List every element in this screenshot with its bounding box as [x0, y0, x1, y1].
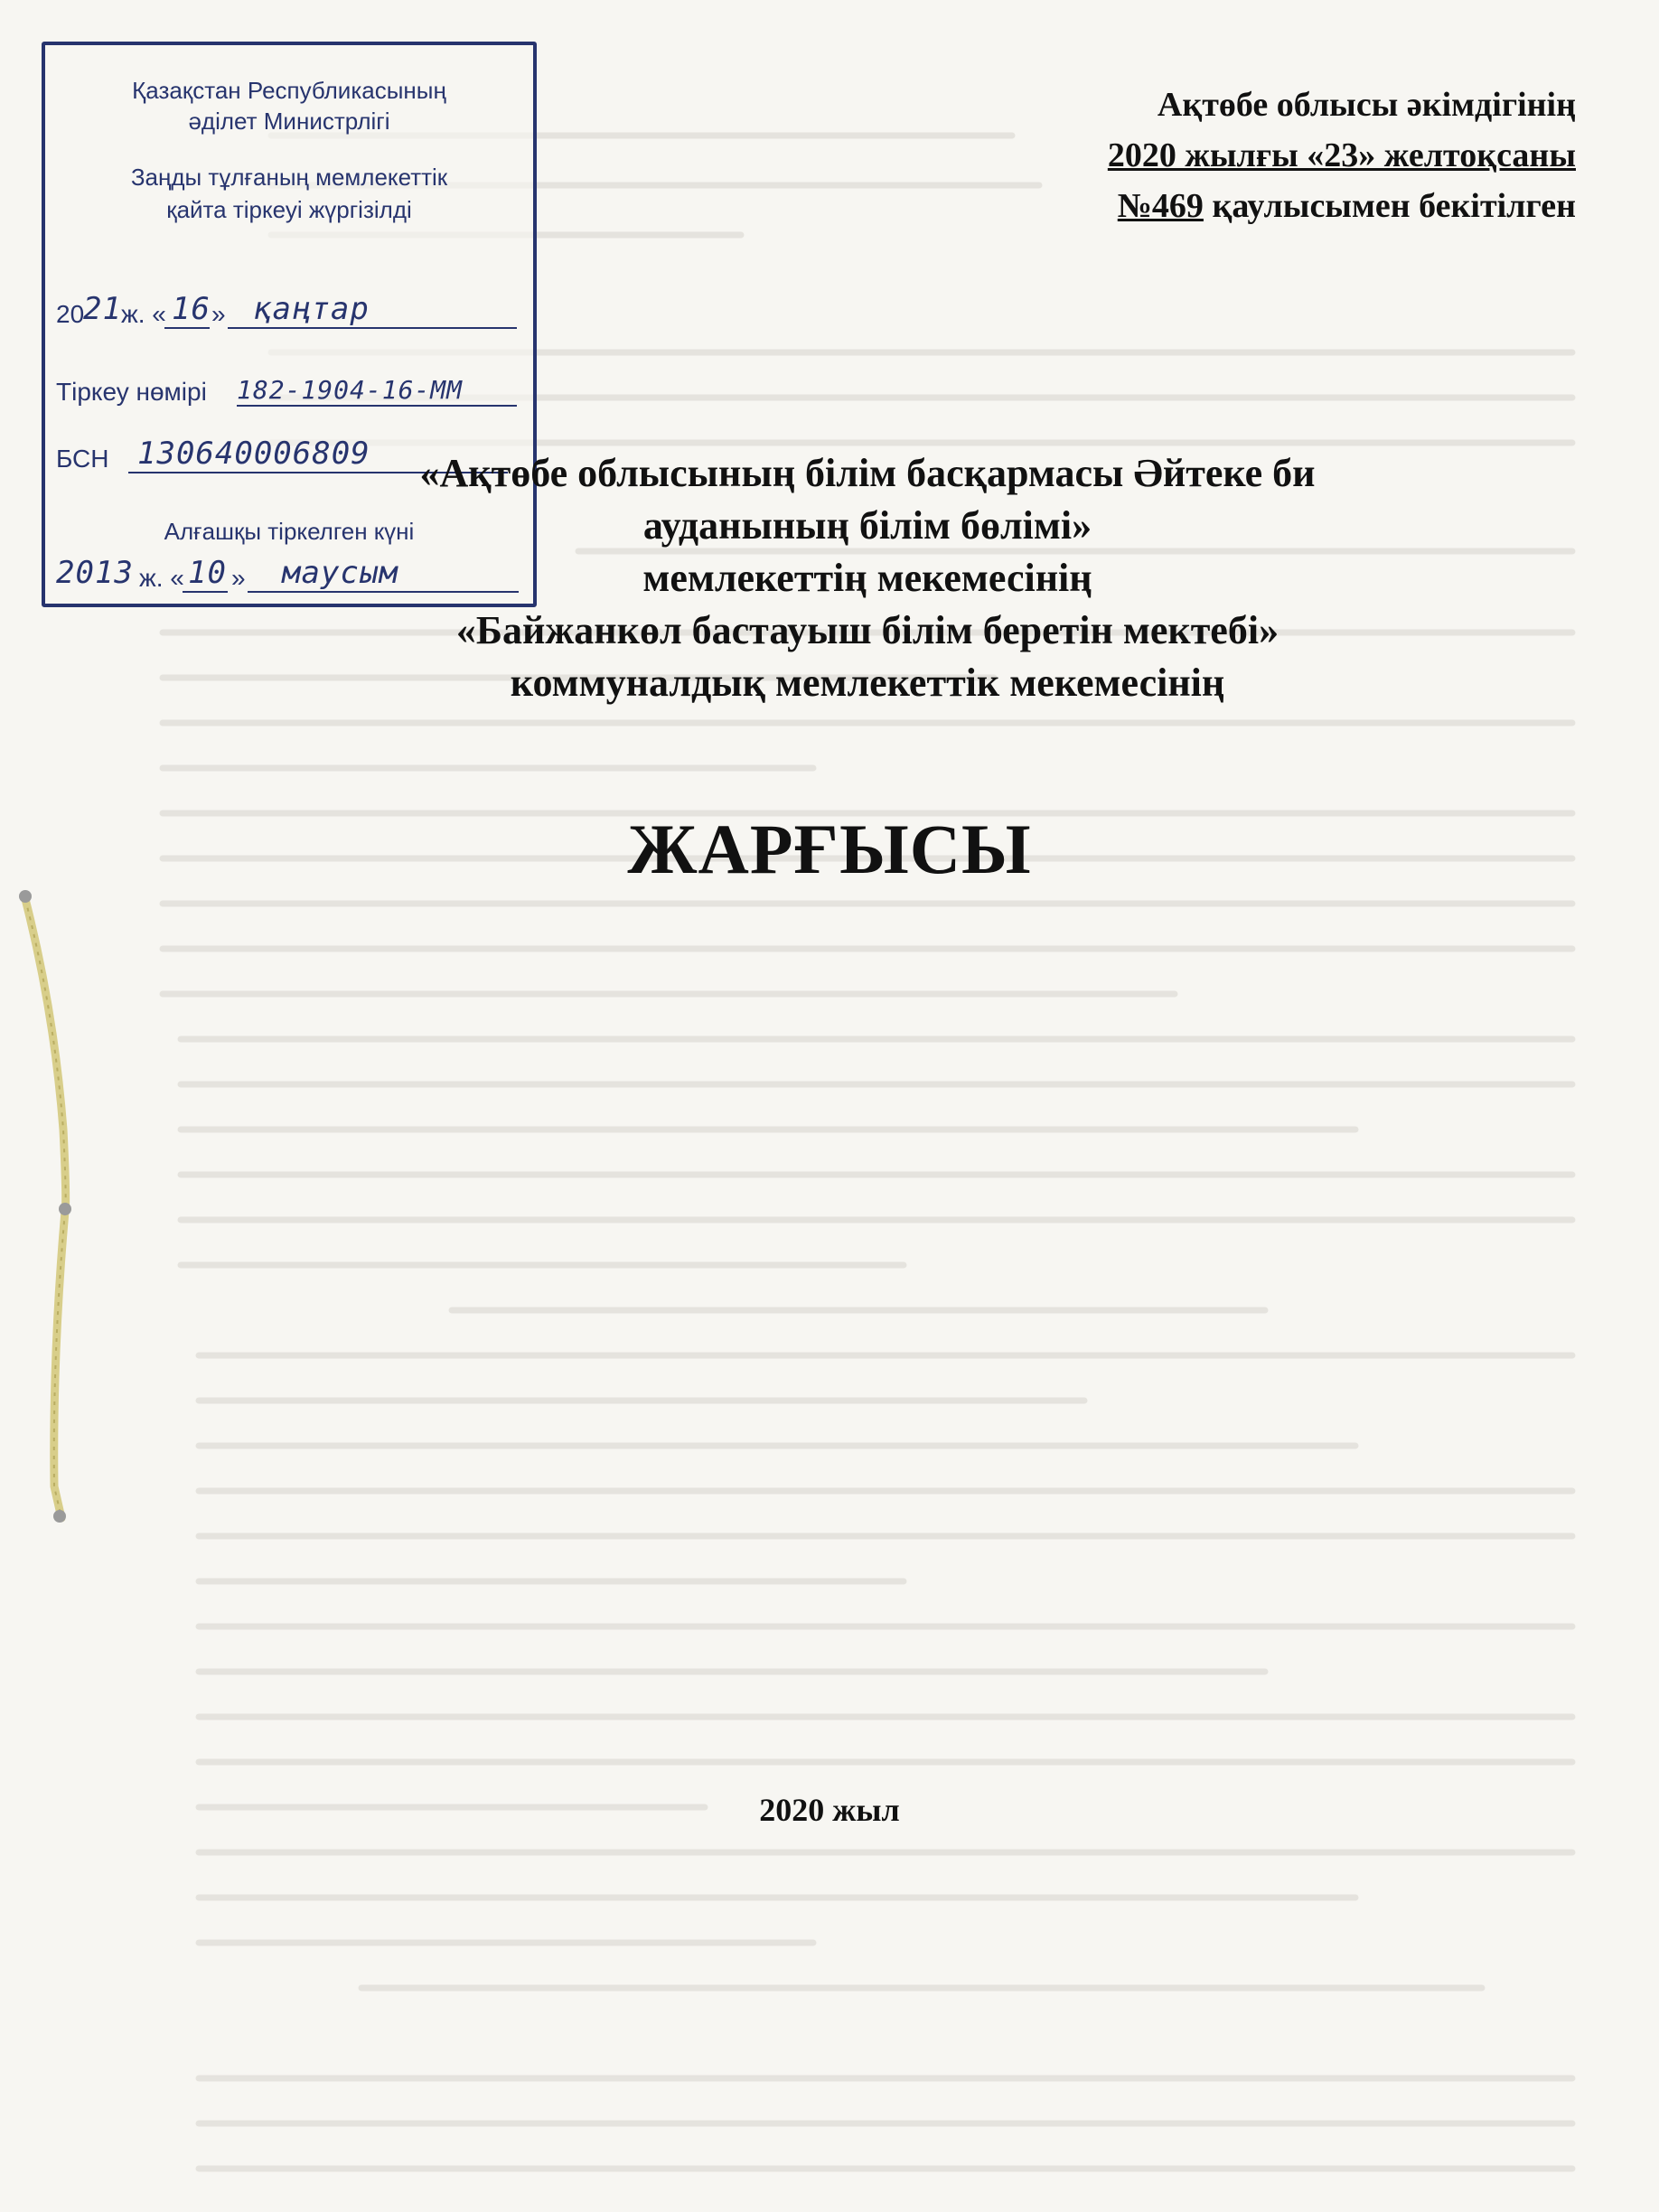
stamp-first-registration-label: Алғашқы тіркелген күні: [164, 518, 415, 545]
stamp-reregistration-date: [56, 291, 515, 334]
first-day-underline: [183, 591, 228, 593]
stamp-line-2: әділет Министрлігі: [188, 108, 390, 135]
first-separator-1: ж. «: [139, 564, 184, 592]
document-year: 2020 жыл: [759, 1792, 900, 1828]
title-line-5: коммуналдық мемлекеттік мекемесінің: [510, 661, 1225, 705]
document-title: [253, 447, 1482, 709]
title-line-2: ауданының білім бөлімі»: [642, 503, 1092, 548]
stamp-line-4: қайта тіркеуі жүргізілді: [166, 196, 412, 223]
first-day: 10: [188, 555, 227, 591]
bin-value: 130640006809: [137, 436, 370, 472]
approval-block: [1108, 80, 1576, 231]
date-separator-2: »: [211, 300, 226, 328]
stamp-line-3: Заңды тұлғаның мемлекеттік: [130, 164, 448, 191]
approval-line-3-rest: қаулысымен бекітілген: [1203, 187, 1576, 225]
month-underline: [228, 327, 517, 329]
first-separator-2: »: [231, 564, 246, 592]
approval-line-2: 2020 жылғы «23» желтоқсаны: [1107, 136, 1576, 174]
bin-label: БСН: [56, 445, 109, 473]
date-year: 21: [83, 291, 122, 327]
reg-number-underline: [237, 405, 517, 407]
date-month: қаңтар: [253, 291, 370, 327]
title-line-1: «Ақтөбе облысының білім басқармасы Әйтеке би: [419, 451, 1316, 495]
resolution-number: №469: [1117, 187, 1204, 225]
reg-number-value: 182-1904-16-ММ: [237, 375, 464, 405]
first-year: 2013: [56, 555, 134, 591]
approval-line-1: Ақтөбе облысы әкімдігінің: [1157, 86, 1576, 124]
date-day: 16: [172, 291, 211, 327]
reg-number-label: Тіркеу нөмірі: [56, 378, 207, 406]
first-month: маусым: [282, 555, 398, 591]
stamp-line-1: Қазақстан Республикасының: [132, 77, 446, 104]
date-prefix: 20: [56, 300, 85, 328]
title-line-4: «Байжанкөл бастауыш білім беретін мектебі»: [455, 608, 1279, 652]
day-underline: [164, 327, 210, 329]
approval-line-3: [1108, 181, 1576, 231]
stamp-registration-number: [56, 376, 515, 412]
date-separator-1: ж. «: [121, 300, 166, 328]
title-line-3: мемлекеттің мекемесінің: [642, 556, 1092, 600]
document-heading: ЖАРҒЫСЫ: [627, 810, 1032, 888]
